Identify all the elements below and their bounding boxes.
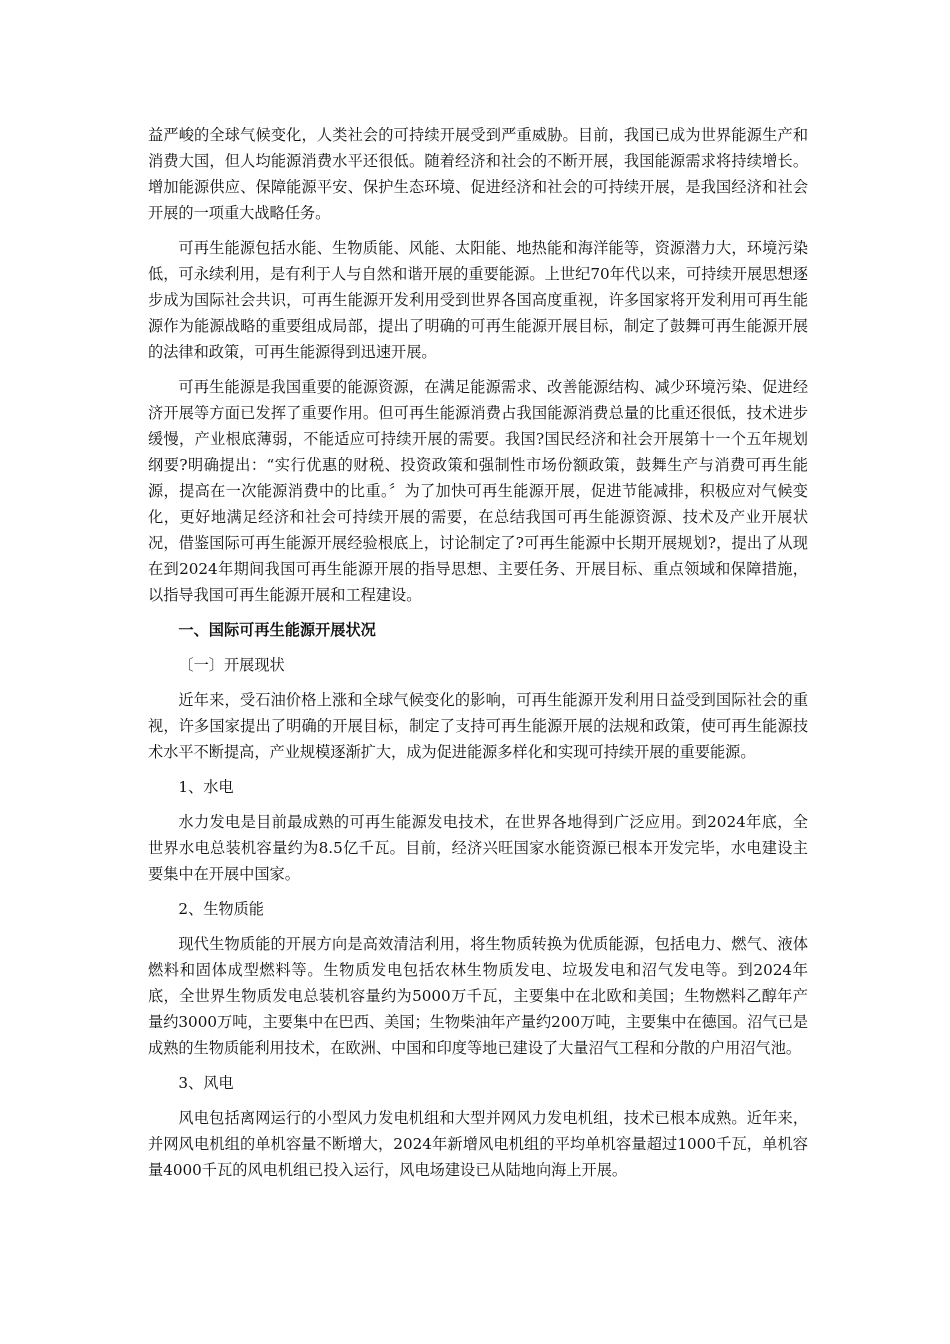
subsection-heading: 〔一〕开展现状 — [178, 656, 285, 674]
item-title-hydro: 1、水电 — [178, 778, 234, 796]
paragraph-china-renewable: 可再生能源是我国重要的能源资源，在满足能源需求、改善能源结构、减少环境污染、促进经济开展等方面已发挥了重要作用。但可再生能源消费占我国能源消费总量的比重还很低，技术进步缓慢，产业根底薄弱，不能适应可持续开展的需要。我国?国民经济和社会开展第十一个五年规划纲要?明确提出：“实行优惠的财税、投资政策和强制性市场份额政策，鼓舞生产与消费可再生能源，提高在一次能源消费中的比重。〞为了加快可再生能源开展，促进节能减排，积极应对气候变化，更好地满足经济和社会可持续开展的需要，在总结我国可再生能源资源、技术及产业开展状况，借鉴国际可再生能源开展经验根底上，讨论制定了?可再生能源中长期开展规划?，提出了从现在到2024年期间我国可再生能源开展的指导思想、主要任务、开展目标、重点领域和保障措施，以指导我国可再生能源开展和工程建设。 — [148, 378, 808, 604]
document-body — [148, 122, 808, 1192]
paragraph-continuation: 益严峻的全球气候变化，人类社会的可持续开展受到严重威胁。目前，我国已成为世界能源生产和消费大国，但人均能源消费水平还很低。随着经济和社会的不断开展，我国能源需求将持续增长。增加能源供应、保障能源平安、保护生态环境、促进经济和社会的可持续开展，是我国经济和社会开展的一项重大战略任务。 — [148, 126, 808, 222]
item-title-wind: 3、风电 — [178, 1074, 234, 1092]
item-text-biomass: 现代生物质能的开展方向是高效清洁利用，将生物质转换为优质能源，包括电力、燃气、液体燃料和固体成型燃料等。生物质发电包括农林生物质发电、垃圾发电和沼气发电等。到2024年底，全世界生物质发电总装机容量约为5000万千瓦，主要集中在北欧和美国；生物燃料乙醇年产量约3000万吨，主要集中在巴西、美国；生物柴油年产量约200万吨，主要集中在德国。沼气已是成熟的生物质能利用技术，在欧洲、中国和印度等地已建设了大量沼气工程和分散的户用沼气池。 — [148, 935, 808, 1057]
item-text-hydro: 水力发电是目前最成熟的可再生能源发电技术，在世界各地得到广泛应用。到2024年底，全世界水电总装机容量约为8.5亿千瓦。目前，经济兴旺国家水能资源已根本开发完毕，水电建设主要集中在开展中国家。 — [148, 813, 808, 883]
item-text-wind: 风电包括离网运行的小型风力发电机组和大型并网风力发电机组，技术已根本成熟。近年来，并网风电机组的单机容量不断增大，2024年新增风电机组的平均单机容量超过1000千瓦，单机容量4000千瓦的风电机组已投入运行，风电场建设已从陆地向海上开展。 — [148, 1109, 808, 1179]
item-title-biomass: 2、生物质能 — [178, 900, 264, 918]
section-heading: 一、国际可再生能源开展状况 — [178, 621, 376, 639]
paragraph-renewable-definition: 可再生能源包括水能、生物质能、风能、太阳能、地热能和海洋能等，资源潜力大，环境污染低，可永续利用，是有利于人与自然和谐开展的重要能源。上世纪70年代以来，可持续开展思想逐步成为国际社会共识，可再生能源开发利用受到世界各国高度重视，许多国家将开发利用可再生能源作为能源战略的重要组成局部，提出了明确的可再生能源开展目标，制定了鼓舞可再生能源开展的法律和政策，可再生能源得到迅速开展。 — [148, 239, 808, 361]
paragraph-intro: 近年来，受石油价格上涨和全球气候变化的影响，可再生能源开发利用日益受到国际社会的重视，许多国家提出了明确的开展目标，制定了支持可再生能源开展的法规和政策，使可再生能源技术水平不断提高，产业规模逐渐扩大，成为促进能源多样化和实现可持续开展的重要能源。 — [148, 691, 808, 761]
